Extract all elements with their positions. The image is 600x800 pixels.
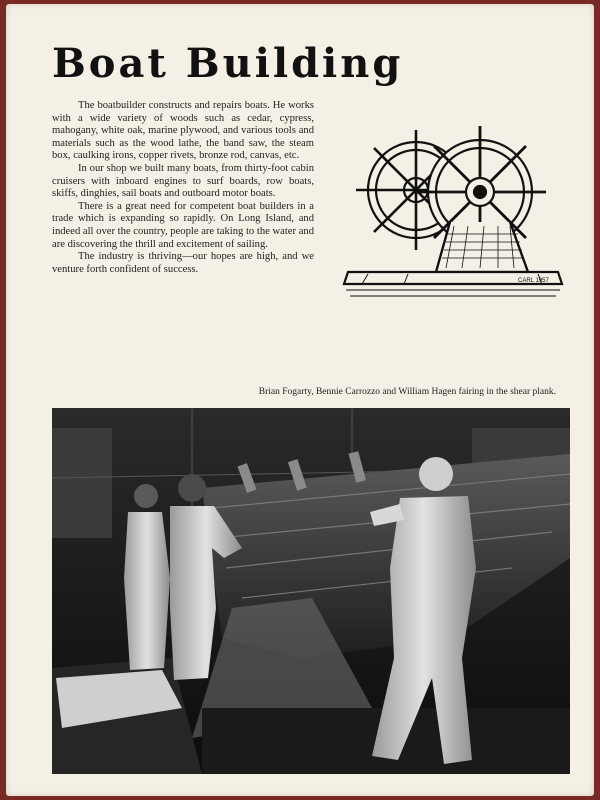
paragraph: There is a great need for competent boat builders in a trade which is expanding so rapidly. On Long Island, and indeed all over the country, people are taking to the water and are discovering the thrill and excitement of sailing.	[52, 200, 314, 250]
ships-wheel-icon	[338, 122, 568, 302]
page-title: Boat Building	[52, 40, 404, 87]
paragraph: The industry is thriving—our hopes are high, and we venture forth confident of success.	[52, 251, 314, 275]
workshop-photo	[52, 408, 570, 774]
page	[6, 4, 594, 796]
ships-wheel-illustration	[338, 122, 568, 302]
illustration-signature: CARL 1957	[518, 278, 549, 284]
article-body	[52, 100, 314, 276]
workshop-photo-image	[52, 408, 570, 774]
paragraph: In our shop we built many boats, from thirty-foot cabin cruisers with inboard engines to surf boards, row boats, skiffs, dinghies, sail boats and outboard motor boats.	[52, 162, 314, 200]
photo-caption: Brian Fogarty, Bennie Carrozzo and William Hagen fairing in the shear plank.	[258, 387, 556, 397]
paragraph: The boatbuilder constructs and repairs boats. He works with a wide variety of woods such as cedar, cypress, mahogany, white oak, marine plywood, and various tools and materials such as the wood lathe, the band saw, the steam box, caulking irons, copper rivets, bronze rod, canvas, etc.	[52, 100, 314, 162]
